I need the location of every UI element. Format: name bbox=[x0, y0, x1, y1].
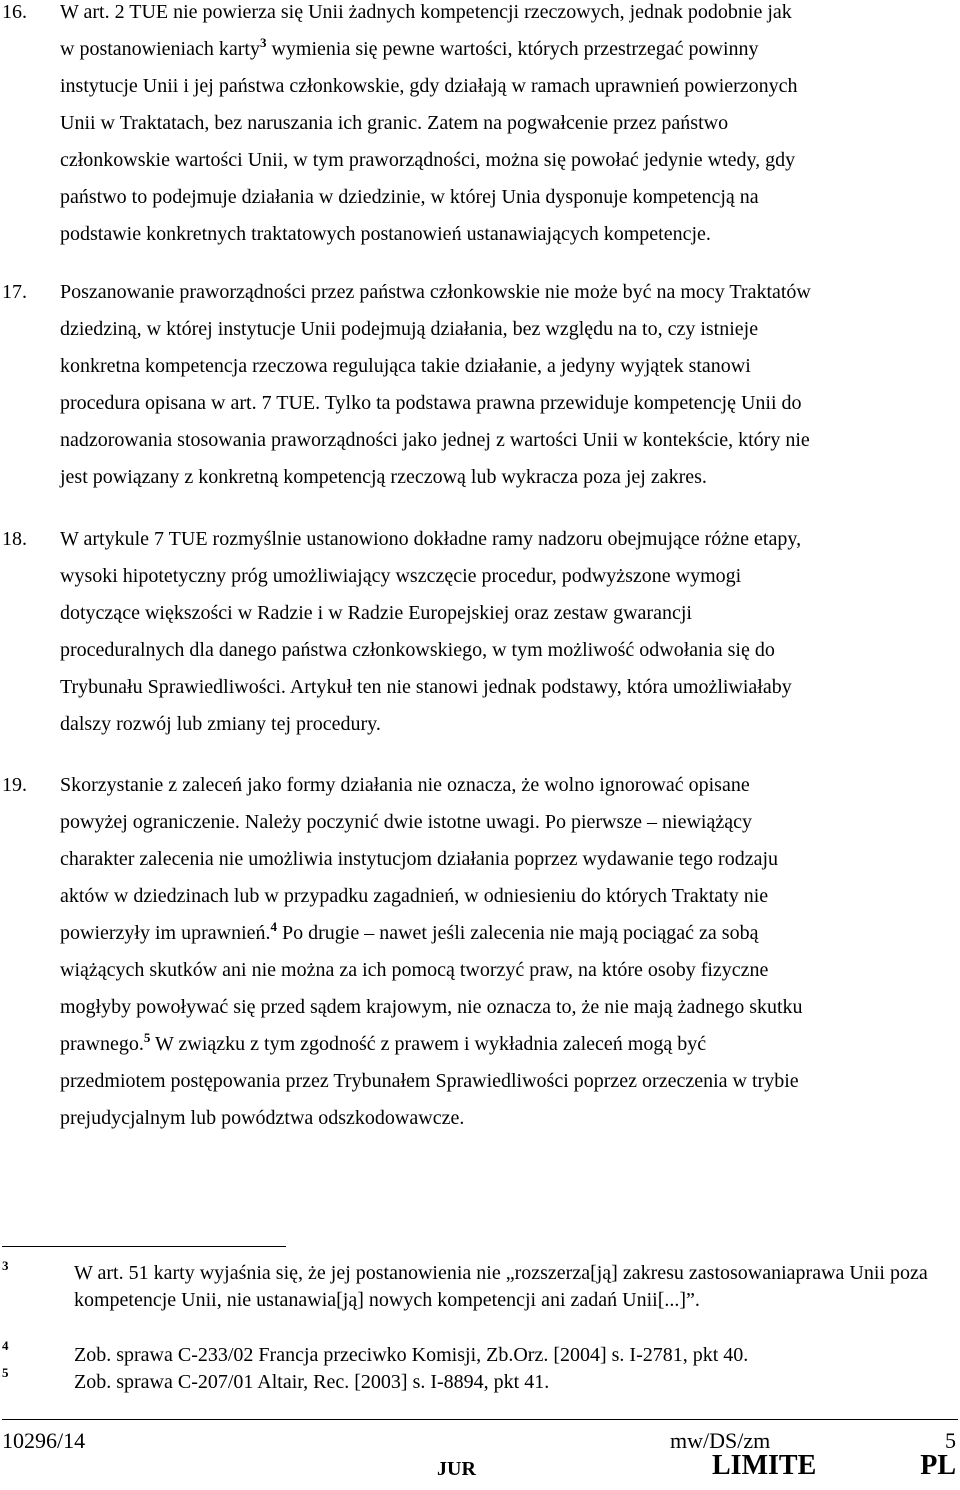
text-line: Zob. sprawa C-207/01 Altair, Rec. [2003] s. I-8894, pkt 41. bbox=[74, 1371, 550, 1393]
footnote-4 bbox=[0, 1338, 958, 1369]
text-line: W art. 2 TUE nie powierza się Unii żadnych kompetencji rzeczowych, jednak podobnie jak bbox=[60, 1, 792, 23]
footer-separator bbox=[2, 1419, 958, 1420]
text-segment: powierzyły im uprawnień. bbox=[60, 922, 271, 944]
footnote-3 bbox=[0, 1260, 958, 1314]
footnote-reference[interactable]: 4 bbox=[270, 919, 277, 934]
footnote-text bbox=[74, 1342, 958, 1369]
document-number: 10296/14 bbox=[2, 1428, 86, 1453]
paragraph-text bbox=[60, 274, 958, 496]
text-line: konkretna kompetencja rzeczowa regulująca takie działanie, a jedyny wyjątek stanowi bbox=[60, 355, 751, 377]
text-segment: prawnego. bbox=[60, 1033, 144, 1055]
footnote-text bbox=[74, 1260, 958, 1314]
footnote-text bbox=[74, 1369, 958, 1396]
text-line: prejudycjalnym lub powództwa odszkodowawcze. bbox=[60, 1107, 465, 1129]
text-line: podstawie konkretnych traktatowych postanowień ustanawiających kompetencje. bbox=[60, 223, 711, 245]
text-line: jest powiązany z konkretną kompetencją rzeczową lub wykracza poza jej zakres. bbox=[60, 466, 707, 488]
text-line: Poszanowanie praworządności przez państwa członkowskie nie może być na mocy Traktatów bbox=[60, 281, 811, 303]
text-line: instytucje Unii i jej państwa członkowskie, gdy działają w ramach uprawnień powierzonych bbox=[60, 75, 798, 97]
text-line: wysoki hipotetyczny próg umożliwiający wszczęcie procedur, podwyższone wymogi bbox=[60, 565, 742, 587]
footnote-number: 4 bbox=[2, 1338, 9, 1353]
author-code: mw/DS/zm bbox=[670, 1428, 771, 1453]
text-segment: wymienia się pewne wartości, których przestrzegać powinny bbox=[266, 38, 759, 60]
text-line: charakter zalecenia nie umożliwia instytucjom działania poprzez wydawanie tego rodzaju bbox=[60, 848, 779, 870]
footnote-number: 3 bbox=[2, 1258, 9, 1273]
text-line: dziedziną, w której instytucje Unii podejmują działania, bez względu na to, czy istnieje bbox=[60, 318, 759, 340]
text-line: powyżej ograniczenie. Należy poczynić dwie istotne uwagi. Po pierwsze – niewiążący bbox=[60, 811, 752, 833]
classification-marking: LIMITE bbox=[712, 1450, 817, 1481]
footnote-reference[interactable]: 5 bbox=[143, 1030, 151, 1045]
footnote-number: 5 bbox=[2, 1365, 9, 1380]
text-line: członkowskie wartości Unii, w tym praworządności, można się powołać jedynie wtedy, gdy bbox=[60, 149, 796, 171]
text-line: dalszy rozwój lub zmiany tej procedury. bbox=[60, 713, 381, 735]
paragraph-text bbox=[60, 0, 958, 253]
text-line: prawa Unii poza kompetencje Unii, nie ustanawia[ją] nowych kompetencji ani zadań Unii bbox=[74, 1262, 928, 1311]
text-line bbox=[60, 31, 958, 68]
text-line: procedura opisana w art. 7 TUE. Tylko ta podstawa prawna przewiduje kompetencję Unii do bbox=[60, 392, 802, 414]
text-line: nadzorowania stosowania praworządności jako jednej z wartości Unii w kontekście, który nie bbox=[60, 429, 810, 451]
page-number: 5 bbox=[945, 1428, 956, 1453]
paragraph-17 bbox=[0, 274, 958, 496]
text-line: Zob. sprawa C-233/02 Francja przeciwko Komisji, Zb.Orz. [2004] s. I-2781, pkt 40. bbox=[74, 1344, 749, 1366]
text-line bbox=[60, 1026, 958, 1063]
text-line: dotyczące większości w Radzie i w Radzie Europejskiej oraz zestaw gwarancji bbox=[60, 602, 692, 624]
text-segment: w postanowieniach karty bbox=[60, 38, 260, 60]
footnote-5 bbox=[0, 1365, 958, 1396]
text-segment: W związku z tym zgodność z prawem i wykładnia zaleceń mogą być bbox=[150, 1033, 707, 1055]
text-line: aktów w dziedzinach lub w przypadku zagadnień, w odniesieniu do których Traktaty nie bbox=[60, 885, 769, 907]
text-line: Skorzystanie z zaleceń jako formy działania nie oznacza, że wolno ignorować opisane bbox=[60, 774, 750, 796]
paragraph-text bbox=[60, 767, 958, 1137]
paragraph-number: 19. bbox=[2, 774, 27, 796]
paragraph-number: 18. bbox=[2, 528, 27, 550]
text-line: [...]”. bbox=[657, 1289, 700, 1311]
paragraph-number: 17. bbox=[2, 281, 27, 303]
text-line: W art. 51 karty wyjaśnia się, że jej postanowienia nie „rozszerza[ją] zakresu zastosowania bbox=[74, 1262, 796, 1284]
text-line: państwo to podejmuje działania w dziedzinie, w której Unia dysponuje kompetencją na bbox=[60, 186, 759, 208]
text-line: przedmiotem postępowania przez Trybunałem Sprawiedliwości poprzez orzeczenia w trybie bbox=[60, 1070, 799, 1092]
text-line: W artykule 7 TUE rozmyślnie ustanowiono dokładne ramy nadzoru obejmujące różne etapy, bbox=[60, 528, 802, 550]
department-code: JUR bbox=[437, 1458, 476, 1480]
paragraph-16 bbox=[0, 0, 958, 253]
text-line: wiążących skutków ani nie można za ich pomocą tworzyć praw, na które osoby fizyczne bbox=[60, 959, 769, 981]
text-line: mogłyby powoływać się przed sądem krajowym, nie oznacza to, że nie mają żadnego skutku bbox=[60, 996, 803, 1018]
text-line: Unii w Traktatach, bez naruszania ich granic. Zatem na pogwałcenie przez państwo bbox=[60, 112, 729, 134]
text-segment: Po drugie – nawet jeśli zalecenia nie mają pociągać za sobą bbox=[277, 922, 759, 944]
paragraph-19 bbox=[0, 767, 958, 1137]
paragraph-number: 16. bbox=[2, 1, 27, 23]
text-line: Trybunału Sprawiedliwości. Artykuł ten nie stanowi jednak podstawy, która umożliwiałaby bbox=[60, 676, 792, 698]
footnote-reference[interactable]: 3 bbox=[259, 35, 267, 50]
paragraph-18 bbox=[0, 521, 958, 743]
text-line: proceduralnych dla danego państwa członkowskiego, w tym możliwość odwołania się do bbox=[60, 639, 775, 661]
paragraph-text bbox=[60, 521, 958, 743]
footnote-separator bbox=[2, 1246, 286, 1247]
language-code: PL bbox=[920, 1450, 956, 1481]
text-line bbox=[60, 915, 958, 952]
